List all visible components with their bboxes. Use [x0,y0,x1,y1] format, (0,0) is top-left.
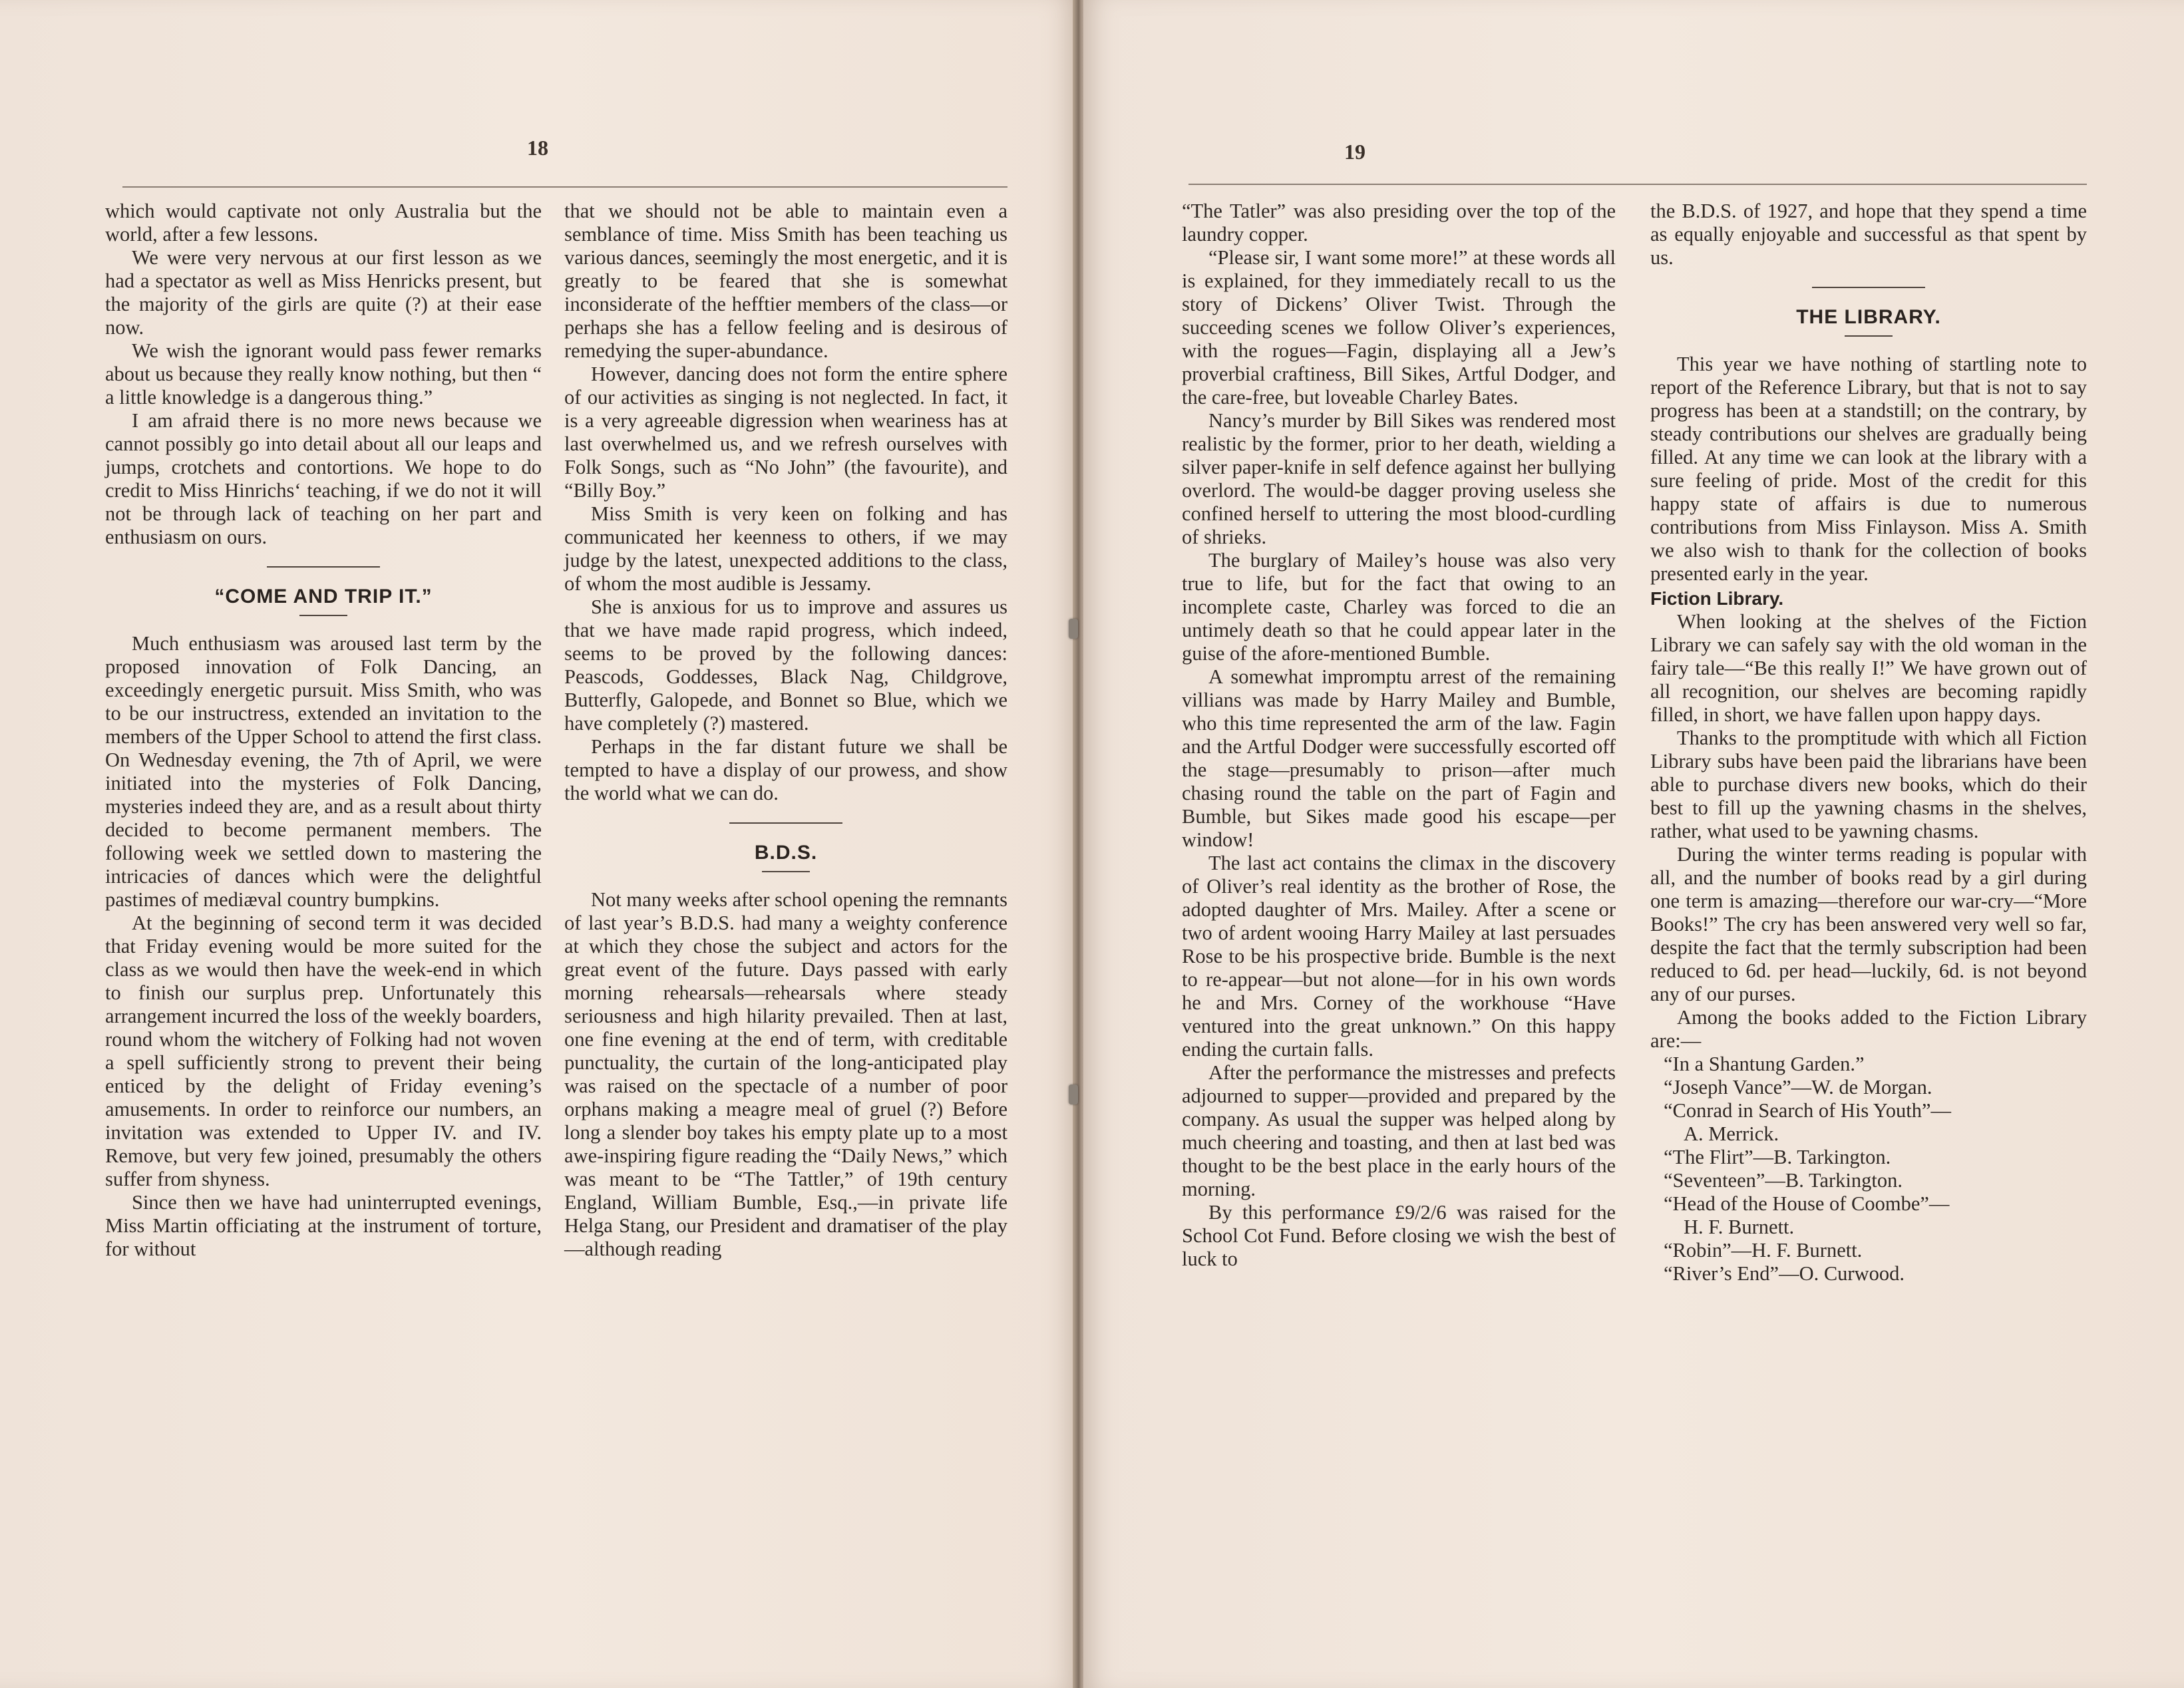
paragraph: “The Tatler” was also presiding over the top of the laundry copper. [1182,200,1616,246]
paragraph: At the beginning of second term it was decided that Friday evening would be more suited for the class as we would then have the week-end in which to finish our surplus prep. Unfortunately this arrangement incurred the loss of the weekly boarders, round whom the witchery of Folking had not woven a spell sufficiently strong to prevent their being enticed by the delight of Friday evening’s amusements. In order to reinforce our numbers, an invitation was extended to Upper IV. and IV. Remove, but very few joined, presumably the others suffer from shyness. [105,912,542,1190]
book-list [1650,1053,2087,1285]
paragraph: A somewhat impromptu arrest of the remaining villians was made by Harry Mailey and Bumble, who this time represented the arm of the law. Fagin and the Artful Dodger were successfully escorted off the stage—presumably to prison—after much chasing round the table on the part of Fagin and Bumble, but Sikes made good his escape—per window! [1182,665,1616,851]
staple [1069,619,1078,639]
paragraph: The last act contains the climax in the discovery of Oliver’s real identity as the brother of Rose, the adopted daughter of Mrs. Mailey. After a scene or two of ardent wooing Harry Mailey at last persuades Rose to be his prospective bride. Bumble is the next to re-appear—but not alone—for in his own words he and Mrs. Corney of the workhouse “Have ventured into the great unknown.” On this happy ending the curtain falls. [1182,852,1616,1061]
subheading-fiction-library: Fiction Library. [1650,588,1784,609]
paragraph: After the performance the mistresses and prefects adjourned to supper—provided and prepared by the company. As usual the supper was helped along by much cheering and toasting, and then at last bed was thought to be the best place in the early hours of the morning. [1182,1061,1616,1200]
list-item [1650,1239,2087,1262]
paragraph: During the winter terms reading is popular with all, and the number of books read by a girl during one term is amazing—therefore our war-cry—“More Books!” The cry has been answered very well so far, despite the fact that the termly subscription had been reduced to 6d. per head—luckily, 6d. is not beyond any of our purses. [1650,843,2087,1005]
section-heading-the-library: THE LIBRARY. [1796,306,1941,328]
paragraph: When looking at the shelves of the Fiction Library we can safely say with the old woman in the fairy tale—“Be this really I!” We have grown out of all recognition, our shelves are becoming rapidly filled, in short, we have fallen upon happy days. [1650,610,2087,726]
paragraph: I am afraid there is no more news because we cannot possibly go into detail about all our leaps and jumps, crotchets and contortions. We hope to do credit to Miss Hinrichs‘ teaching, if we do not it will not be through lack of teaching on her part and enthusiasm on ours. [105,409,542,548]
list-item [1650,1192,2087,1239]
paragraph: However, dancing does not form the entire sphere of our activities as singing is not neglected. In fact, it is a very agreeable digression when weariness has at last overwhelmed us, and we refresh ourselves with Folk Songs, such as “No John” (the favourite), and “Billy Boy.” [564,363,1007,502]
list-item [1650,1169,2087,1192]
paragraph: The burglary of Mailey’s house was also very true to life, but for the fact that owing to an incomplete caste, Charley was forced to die an untimely death so that he could appear later in the guise of the afore-mentioned Bumble. [1182,549,1616,665]
column-1 [105,200,542,1261]
book-title: “The Flirt”—B. Tarkington. [1664,1146,1891,1168]
list-item [1650,1146,2087,1169]
section-heading-come-and-trip-it: “COME AND TRIP IT.” [214,586,433,607]
column-2 [564,200,1007,1261]
heading-underline [1845,335,1893,337]
paragraph: “Please sir, I want some more!” at these words all is explained, for they immediately recall to us the story of Dickens’ Oliver Twist. Through the succeeding scenes we follow Oliver’s experiences, with the rogues—Fagin, displaying all a Jew’s proverbial craftiness, Bill Sikes, Artful Dodger, and the care-free, but loveable Charley Bates. [1182,246,1616,409]
book-title: “Head of the House of Coombe”— [1664,1192,1950,1215]
paragraph: Perhaps in the far distant future we shall be tempted to have a display of our prowess, and show the world what we can do. [564,735,1007,804]
list-item [1650,1262,2087,1285]
list-item [1650,1053,2087,1076]
section-divider [729,822,842,824]
paragraph: Much enthusiasm was aroused last term by the proposed innovation of Folk Dancing, an exceedingly energetic pursuit. Miss Smith, who was to be our instructress, extended an invitation to the members of the Upper School to attend the first class. On Wednesday evening, the 7th of April, we were initiated into the mysteries of Folk Dancing, mysteries indeed they are, and as a result about thirty decided to become permanent members. The following week we settled down to mastering the intricacies of dances which were the delightful pastimes of mediæval country bumpkins. [105,632,542,911]
book-title: “In a Shantung Garden.” [1664,1053,1865,1075]
list-item [1650,1099,2087,1146]
paragraph: which would captivate not only Australia but the world, after a few lessons. [105,200,542,246]
paragraph: Among the books added to the Fiction Library are:— [1650,1006,2087,1052]
paragraph: that we should not be able to maintain even a semblance of time. Miss Smith has been teaching us various dances, seemingly the most energetic, and it is greatly to be feared that she is somewhat inconsiderate of the hefftier members of the class—or perhaps she has a fellow feeling and is desirous of remedying the super-abundance. [564,200,1007,362]
paragraph: Since then we have had uninterrupted evenings, Miss Martin officiating at the instrument of torture, for without [105,1191,542,1260]
paragraph: Nancy’s murder by Bill Sikes was rendered most realistic by the former, prior to her death, wielding a silver paper-knife in self defence against her bullying overlord. The would-be dagger proving useless she confined herself to uttering the most blood-curdling of shrieks. [1182,409,1616,548]
paragraph: Miss Smith is very keen on folking and has communicated her keenness to others, if we may judge by the latest, unexpected additions to the class, of whom the most audible is Jessamy. [564,502,1007,595]
book-title: “Conrad in Search of His Youth”— [1664,1099,1952,1122]
paragraph: We wish the ignorant would pass fewer remarks about us because they really know nothing, but then “ a little knowledge is a dangerous thing.” [105,339,542,409]
staple [1069,1085,1078,1104]
paragraph: Thanks to the promptitude with which all Fiction Library subs have been paid the librarians have been able to purchase divers new books, which do their best to fill up the yawning chasms in the shelves, rather, what used to be yawning chasms. [1650,727,2087,842]
section-divider [1812,287,1925,288]
book-author: A. Merrick. [1684,1122,1779,1145]
right-page [1083,0,2184,1688]
book-author: H. F. Burnett. [1684,1216,1795,1238]
book-title: “Joseph Vance”—W. de Morgan. [1664,1076,1932,1098]
paragraph: Not many weeks after school opening the remnants of last year’s B.D.S. had many a weighty conference at which they chose the subject and actors for the great event of the future. Days passed with early morning rehearsals—rehearsals where steady seriousness and high hilarity prevailed. Then at last, one fine evening at the end of term, with creditable punctuality, the curtain of the long-anticipated play was raised on the spectacle of a number of poor orphans making a meagre meal of gruel (?) Before long a slender boy takes his empty plate up to a most awe-inspiring figure reading the “Daily News,” which was meant to be “The Tattler,” of 19th century England, William Bumble, Esq.,—in private life Helga Stang, our President and dramatiser of the play—although reading [564,888,1007,1260]
page-number-right: 19 [1344,140,1365,164]
header-rule-left [122,186,1007,188]
paragraph: She is anxious for us to improve and assures us that we have made rapid progress, which indeed, seems to be proved by the following dances: Peascods, Goddesses, Black Nag, Childgrove, Butterfly, Galopede, and Bonnet so Blue, which we have completely (?) mastered. [564,595,1007,735]
header-rule-right [1188,184,2087,185]
column-4 [1650,200,2087,1285]
heading-underline [299,615,347,616]
page-number-left: 18 [527,136,548,160]
book-title: “Robin”—H. F. Burnett. [1664,1239,1863,1262]
list-item [1650,1076,2087,1099]
left-page [0,0,1077,1688]
paragraph: This year we have nothing of startling note to report of the Reference Library, but that is not to say progress has been at a standstill; on the contrary, by steady contributions our shelves are gradually being filled. At any time we can look at the library with a sure feeling of pride. Most of the credit for this happy state of affairs is due to numerous contributions from Miss Finlayson. Miss A. Smith we also wish to thank for the collection of books presented early in the year. [1650,353,2087,585]
paragraph: We were very nervous at our first lesson as we had a spectator as well as Miss Henricks present, but the majority of the girls are quite (?) at their ease now. [105,246,542,339]
paragraph: the B.D.S. of 1927, and hope that they spend a time as equally enjoyable and successful as that spent by us. [1650,200,2087,269]
paragraph: By this performance £9/2/6 was raised for the School Cot Fund. Before closing we wish the best of luck to [1182,1201,1616,1270]
section-divider [267,566,380,568]
column-3 [1182,200,1616,1271]
heading-underline [762,871,810,872]
section-heading-bds: B.D.S. [754,842,818,864]
book-title: “Seventeen”—B. Tarkington. [1664,1169,1903,1192]
book-title: “River’s End”—O. Curwood. [1664,1262,1905,1285]
